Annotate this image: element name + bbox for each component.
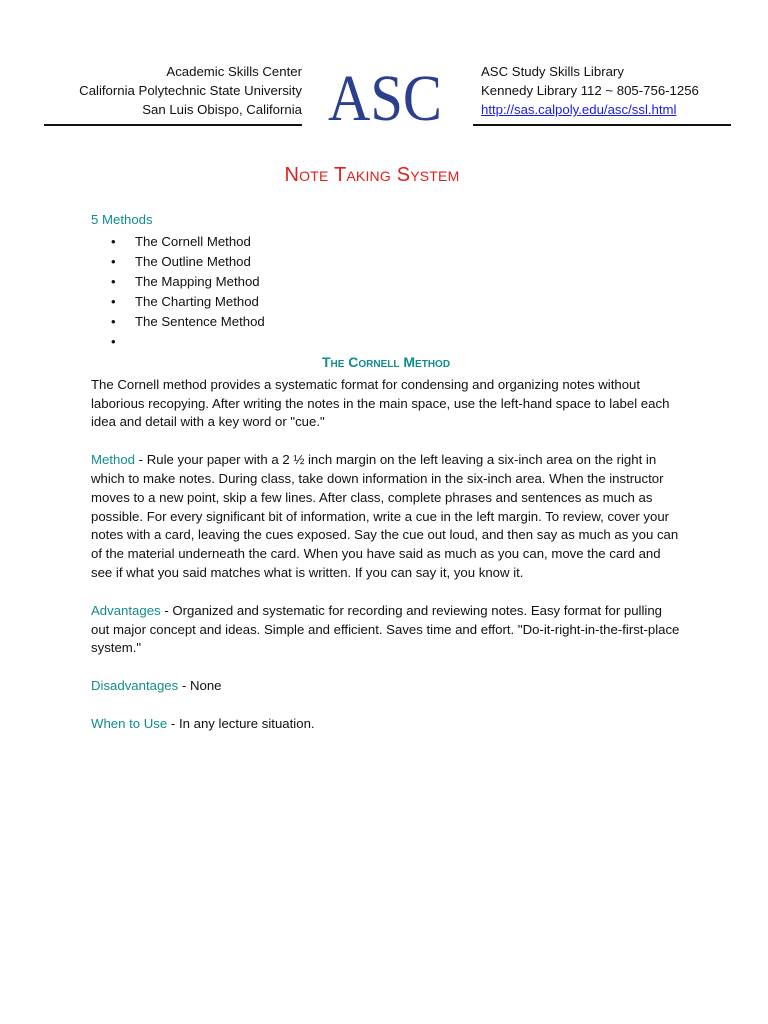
header-rule-left bbox=[44, 124, 302, 126]
page-title: Note Taking System bbox=[284, 164, 460, 186]
disadvantages-text: - None bbox=[178, 678, 222, 694]
document-body bbox=[91, 211, 681, 753]
header-left-line: Academic Skills Center bbox=[166, 64, 302, 79]
header-left-line: San Luis Obispo, California bbox=[142, 102, 302, 117]
asc-logo-text: ASC bbox=[328, 64, 442, 126]
methods-list bbox=[91, 232, 681, 352]
list-item: • The Outline Method bbox=[91, 252, 681, 272]
list-item: • The Cornell Method bbox=[91, 232, 681, 252]
header-rule-right bbox=[473, 124, 731, 126]
method-text: - Rule your paper with a 2 ½ inch margin on the left leaving a six-inch area on the right in which to make notes. During class, take down information in the six-inch area. When the instructor moves to a new point, skip a few lines. After class, complete phrases and sentences as much as possible. For every significant bit of information, write a cue in the left margin. To review, cover your notes with a card, leaving the cues exposed. Say the cue out loud, and then say as much as you can of the material underneath the card. When you have said as much as you can, move the card and see if what you said matches what is written. If you can say it, you know it. bbox=[91, 452, 679, 580]
cornell-title: The Cornell Method bbox=[321, 353, 451, 370]
header-contact-left bbox=[44, 62, 302, 119]
advantages-label: Advantages bbox=[91, 602, 161, 618]
methods-heading: 5 Methods bbox=[91, 212, 153, 227]
header-contact-right bbox=[481, 62, 741, 119]
list-item: • The Charting Method bbox=[91, 292, 681, 312]
when-to-use-text: - In any lecture situation. bbox=[167, 715, 315, 731]
header-left-line: California Polytechnic State University bbox=[79, 83, 302, 98]
cornell-intro: The Cornell method provides a systematic format for condensing and organizing notes without laborious recopying. After writing the notes in the main space, use the left-hand space to label each idea and detail with a key word or "cue." bbox=[91, 376, 670, 430]
library-contact: Kennedy Library 112 ~ 805-756-1256 bbox=[481, 83, 699, 98]
when-to-use-label: When to Use bbox=[91, 715, 168, 731]
library-name: ASC Study Skills Library bbox=[481, 64, 624, 79]
advantages-text: - Organized and systematic for recording and reviewing notes. Easy format for pulling out major concept and ideas. Simple and efficient. Saves time and effort. "Do-it-right-in-the-first-place system." bbox=[91, 602, 680, 656]
list-item: • The Sentence Method bbox=[91, 312, 681, 332]
disadvantages-paragraph bbox=[91, 677, 681, 696]
method-label: Method bbox=[91, 452, 135, 468]
list-item: • The Mapping Method bbox=[91, 272, 681, 292]
disadvantages-label: Disadvantages bbox=[91, 678, 179, 694]
method-paragraph bbox=[91, 451, 681, 583]
advantages-paragraph bbox=[91, 602, 681, 658]
list-item bbox=[91, 332, 681, 352]
asc-logo bbox=[326, 64, 444, 126]
library-link[interactable]: http://sas.calpoly.edu/asc/ssl.html bbox=[481, 102, 677, 117]
when-to-use-paragraph bbox=[91, 715, 681, 734]
